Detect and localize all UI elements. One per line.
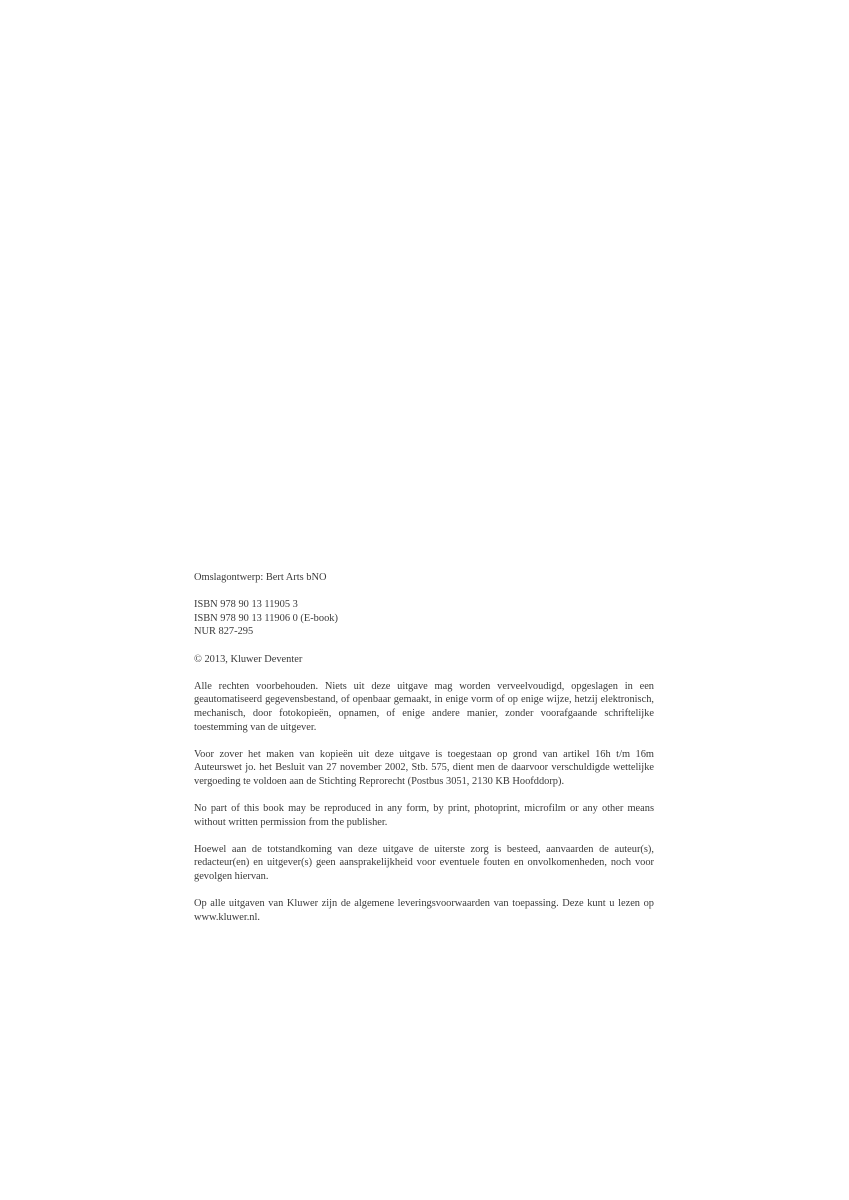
copyright-line: © 2013, Kluwer Deventer xyxy=(194,653,303,665)
delivery-terms-paragraph: Op alle uitgaven van Kluwer zijn de algemene leveringsvoorwaarden van toepassing. Deze kunt u lezen op www.kluwer.nl. xyxy=(194,898,654,923)
cover-design-line: Omslagontwerp: Bert Arts bNO xyxy=(194,572,327,583)
colophon xyxy=(194,571,654,938)
isbn-ebook: ISBN 978 90 13 11906 0 (E-book) xyxy=(194,612,338,624)
liability-disclaimer-paragraph: Hoewel aan de totstandkoming van deze uitgave de uiterste zorg is besteed, aanvaarden de auteur(s), redacteur(en) en uitgever(s) geen aansprakelijkheid voor eventuele fouten en onvolkomenheden, noch voor gevolgen hiervan. xyxy=(194,843,654,883)
cover-design-credit xyxy=(194,571,654,585)
isbn-print: ISBN 978 90 13 11905 3 xyxy=(194,599,298,611)
copyright-notice xyxy=(194,653,654,667)
nur-code: NUR 827-295 xyxy=(194,626,254,638)
reprorecht-paragraph: Voor zover het maken van kopieën uit deze uitgave is toegestaan op grond van artikel 16h t/m 16m Auteurswet jo. het Besluit van 27 november 2002, Stb. 575, dient men de daarvoor verschuldigde wettelijke vergoeding te voldoen aan de Stichting Reprorecht (Postbus 3051, 2130 KB Hoofddorp). xyxy=(194,748,654,787)
rights-reserved-paragraph: Alle rechten voorbehouden. Niets uit deze uitgave mag worden verveelvoudigd, opgeslagen in een geautomatiseerd gegevensbestand, of openbaar gemaakt, in enige vorm of op enige wijze, hetzij elektronisch, mechanisch, door fotokopieën, opnamen, of enige andere manier, zonder voorafgaande schriftelijke toestemming van de uitgever. xyxy=(194,680,654,733)
isbn-block xyxy=(194,598,654,639)
english-rights-paragraph: No part of this book may be reproduced in any form, by print, photoprint, microfilm or any other means without written permission from the publisher. xyxy=(194,803,654,828)
